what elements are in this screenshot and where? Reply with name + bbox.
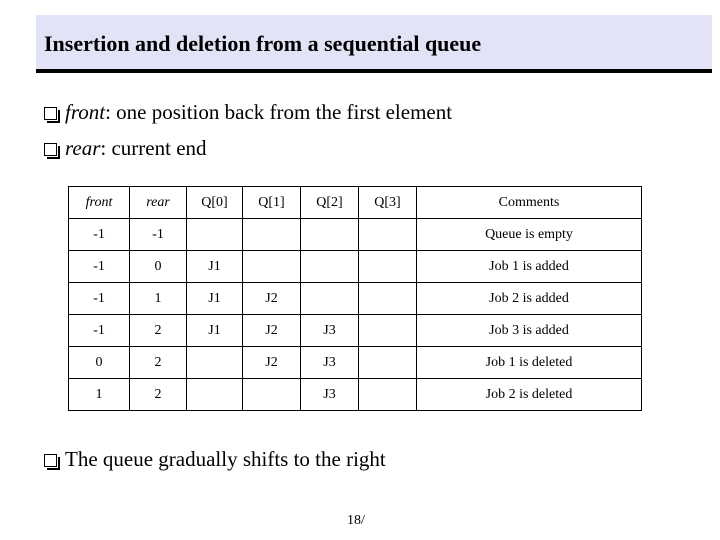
cell-comment: Job 2 is added bbox=[417, 283, 642, 315]
cell-rear: 2 bbox=[130, 379, 187, 411]
cell-comment: Job 2 is deleted bbox=[417, 379, 642, 411]
cell-q2: J3 bbox=[301, 379, 359, 411]
square-bullet-icon bbox=[44, 454, 57, 467]
header-q0-label: Q[0] bbox=[201, 194, 228, 210]
table-row bbox=[69, 347, 642, 379]
header-q2-label: Q[2] bbox=[316, 194, 343, 210]
header-q3-label: Q[3] bbox=[374, 194, 401, 210]
cell-front: -1 bbox=[69, 283, 130, 315]
cell-q3 bbox=[359, 251, 417, 283]
cell-q0 bbox=[187, 347, 243, 379]
table-row bbox=[69, 283, 642, 315]
square-bullet-icon bbox=[44, 107, 57, 120]
bullet-text-front: : one position back from the first element bbox=[105, 100, 453, 124]
cell-comment: Job 1 is added bbox=[417, 251, 642, 283]
cell-q2: J3 bbox=[301, 347, 359, 379]
bullet-term-rear: rear bbox=[65, 136, 101, 160]
square-bullet-icon bbox=[44, 143, 57, 156]
bullet-rear bbox=[44, 136, 207, 161]
cell-rear: 0 bbox=[130, 251, 187, 283]
cell-q1: J2 bbox=[243, 315, 301, 347]
cell-q3 bbox=[359, 283, 417, 315]
cell-q1: J2 bbox=[243, 347, 301, 379]
cell-comment: Queue is empty bbox=[417, 219, 642, 251]
cell-front: -1 bbox=[69, 251, 130, 283]
table-header-row bbox=[69, 187, 642, 219]
cell-q0: J1 bbox=[187, 315, 243, 347]
cell-rear: 2 bbox=[130, 347, 187, 379]
bullet-shift-text: The queue gradually shifts to the right bbox=[65, 447, 386, 471]
cell-comment: Job 3 is added bbox=[417, 315, 642, 347]
cell-q3 bbox=[359, 315, 417, 347]
cell-front: 0 bbox=[69, 347, 130, 379]
cell-front: 1 bbox=[69, 379, 130, 411]
cell-front: -1 bbox=[69, 219, 130, 251]
header-rear bbox=[130, 187, 187, 219]
header-rear-label: rear bbox=[146, 194, 170, 210]
header-front bbox=[69, 187, 130, 219]
cell-q1 bbox=[243, 219, 301, 251]
cell-rear: 1 bbox=[130, 283, 187, 315]
cell-comment: Job 1 is deleted bbox=[417, 347, 642, 379]
cell-q1 bbox=[243, 251, 301, 283]
cell-q0: J1 bbox=[187, 283, 243, 315]
cell-q3 bbox=[359, 219, 417, 251]
cell-q2 bbox=[301, 251, 359, 283]
cell-q2 bbox=[301, 283, 359, 315]
header-q3 bbox=[359, 187, 417, 219]
bullet-term-front: front bbox=[65, 100, 106, 124]
table-row bbox=[69, 379, 642, 411]
slide-title: Insertion and deletion from a sequential queue bbox=[44, 31, 482, 56]
cell-q2 bbox=[301, 219, 359, 251]
cell-q3 bbox=[359, 347, 417, 379]
cell-rear: -1 bbox=[130, 219, 187, 251]
bullet-front bbox=[44, 100, 452, 125]
cell-q0 bbox=[187, 219, 243, 251]
bullet-shift-note bbox=[44, 447, 386, 472]
header-q2 bbox=[301, 187, 359, 219]
bullet-text-rear: : current end bbox=[100, 136, 207, 160]
cell-q0 bbox=[187, 379, 243, 411]
title-bar bbox=[36, 15, 712, 73]
header-comments bbox=[417, 187, 642, 219]
table-row bbox=[69, 219, 642, 251]
header-q1-label: Q[1] bbox=[258, 194, 285, 210]
header-front-label: front bbox=[85, 194, 113, 210]
table-row bbox=[69, 315, 642, 347]
cell-rear: 2 bbox=[130, 315, 187, 347]
header-q1 bbox=[243, 187, 301, 219]
header-q0 bbox=[187, 187, 243, 219]
table-row bbox=[69, 251, 642, 283]
cell-q0: J1 bbox=[187, 251, 243, 283]
page-number: 18/ bbox=[347, 513, 365, 528]
cell-q3 bbox=[359, 379, 417, 411]
cell-q1: J2 bbox=[243, 283, 301, 315]
cell-front: -1 bbox=[69, 315, 130, 347]
cell-q1 bbox=[243, 379, 301, 411]
cell-q2: J3 bbox=[301, 315, 359, 347]
queue-table bbox=[68, 186, 642, 411]
header-comments-label: Comments bbox=[498, 194, 560, 210]
